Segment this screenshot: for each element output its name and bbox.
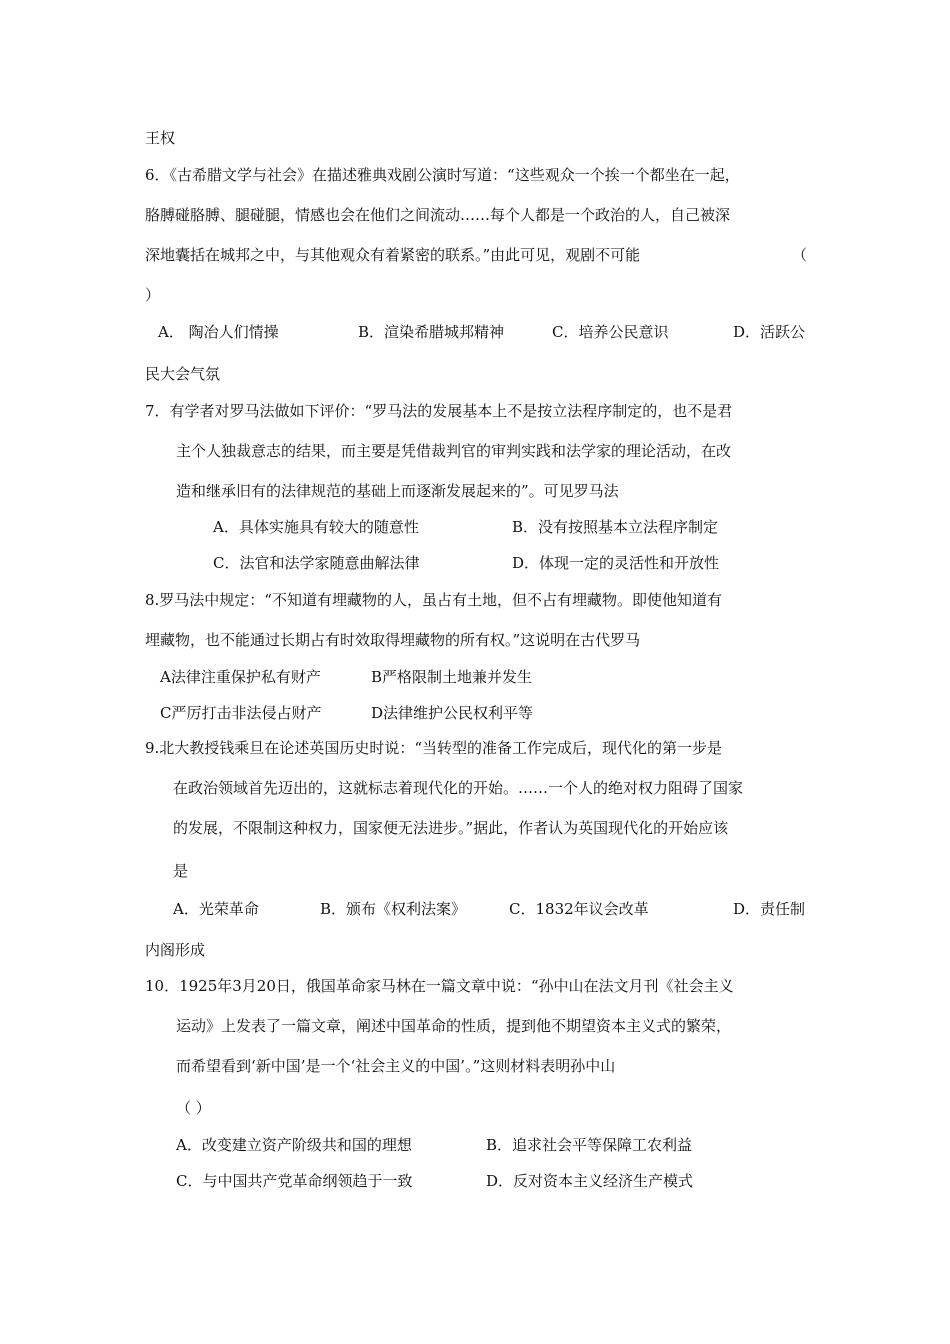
question-10-option-b: B．追求社会平等保障工农利益 bbox=[486, 1136, 693, 1154]
question-6-option-c: C．培养公民意识 bbox=[552, 323, 669, 341]
question-9-stem-line-3: 的发展，不限制这种权力，国家便无法进步。”据此，作者认为英国现代化的开始应该 bbox=[173, 819, 729, 837]
question-8-option-c: C严厉打击非法侵占财产 bbox=[160, 704, 322, 722]
question-9-stem-line-4: 是 bbox=[173, 862, 189, 880]
question-10-option-a: A．改变建立资产阶级共和国的理想 bbox=[176, 1136, 412, 1154]
question-6-stem-line-2: 胳膊碰胳膊、腿碰腿，情感也会在他们之间流动……每个人都是一个政治的人，自己被深 bbox=[145, 206, 731, 224]
question-6-answer-paren-close: ） bbox=[145, 286, 161, 304]
question-9-option-d: D．责任制 bbox=[733, 900, 806, 918]
question-6-stem-line-3: 深地囊括在城邦之中，与其他观众有着紧密的联系。”由此可见，观剧不可能 bbox=[145, 246, 641, 264]
question-8-stem-line-1: 8.罗马法中规定：“不知道有埋藏物的人，虽占有土地，但不占有埋藏物。即使他知道有 bbox=[145, 591, 722, 609]
question-8-stem-line-2: 埋藏物，也不能通过长期占有时效取得埋藏物的所有权。”这说明在古代罗马 bbox=[145, 631, 641, 649]
question-9-stem-line-1: 9.北大教授钱乘旦在论述英国历史时说：“当转型的准备工作完成后，现代化的第一步是 bbox=[145, 739, 722, 757]
question-9-option-a: A．光荣革命 bbox=[173, 900, 259, 918]
question-10-answer-paren: （ ） bbox=[176, 1099, 211, 1117]
question-7-stem-line-1: 7．有学者对罗马法做如下评价：“罗马法的发展基本上不是按立法程序制定的，也不是君 bbox=[145, 402, 733, 420]
question-6-option-b: B．渲染希腊城邦精神 bbox=[358, 323, 505, 341]
question-8-option-d: D法律维护公民权利平等 bbox=[371, 704, 534, 722]
question-10-option-c: C．与中国共产党革命纲领趋于一致 bbox=[176, 1172, 413, 1190]
question-10-option-d: D．反对资本主义经济生产模式 bbox=[486, 1172, 694, 1190]
question-9-option-b: B．颁布《权利法案》 bbox=[320, 900, 467, 918]
question-5-tail: 王权 bbox=[145, 129, 176, 147]
question-8-option-a: A法律注重保护私有财产 bbox=[160, 668, 321, 686]
question-10-stem-line-2: 运动》上发表了一篇文章，阐述中国革命的性质，提到他不期望资本主义式的繁荣， bbox=[176, 1017, 732, 1035]
question-7-option-c: C．法官和法学家随意曲解法律 bbox=[213, 554, 420, 572]
question-7-option-a: A．具体实施具有较大的随意性 bbox=[213, 518, 419, 536]
question-6-option-d: D．活跃公 bbox=[733, 323, 806, 341]
question-9-option-d-continued: 内阁形成 bbox=[145, 941, 206, 959]
question-6-answer-paren-open: （ bbox=[792, 246, 808, 264]
question-9-stem-line-2: 在政治领域首先迈出的，这就标志着现代化的开始。……一个人的绝对权力阻碍了国家 bbox=[173, 779, 744, 797]
question-7-option-d: D．体现一定的灵活性和开放性 bbox=[512, 554, 720, 572]
question-7-stem-line-3: 造和继承旧有的法律规范的基础上而逐渐发展起来的”。可见罗马法 bbox=[176, 482, 619, 500]
question-9-option-c: C．1832年议会改革 bbox=[509, 900, 649, 918]
question-6-option-a: A． 陶冶人们情操 bbox=[158, 323, 279, 341]
question-8-option-b: B严格限制土地兼并发生 bbox=[371, 668, 533, 686]
question-6-option-d-continued: 民大会气氛 bbox=[145, 365, 221, 383]
question-7-stem-line-2: 主个人独裁意志的结果，而主要是凭借裁判官的审判实践和法学家的理论活动，在改 bbox=[176, 442, 732, 460]
question-10-stem-line-1: 10．1925年3月20日，俄国革命家马林在一篇文章中说：“孙中山在法文月刊《社会主义 bbox=[145, 977, 734, 995]
question-7-option-b: B．没有按照基本立法程序制定 bbox=[512, 518, 719, 536]
question-6-stem-line-1: 6．《古希腊文学与社会》在描述雅典戏剧公演时写道：“这些观众一个挨一个都坐在一起， bbox=[145, 166, 740, 184]
question-10-stem-line-3: 而希望看到‘新中国’是一个‘社会主义的中国’。”这则材料表明孙中山 bbox=[176, 1057, 616, 1075]
